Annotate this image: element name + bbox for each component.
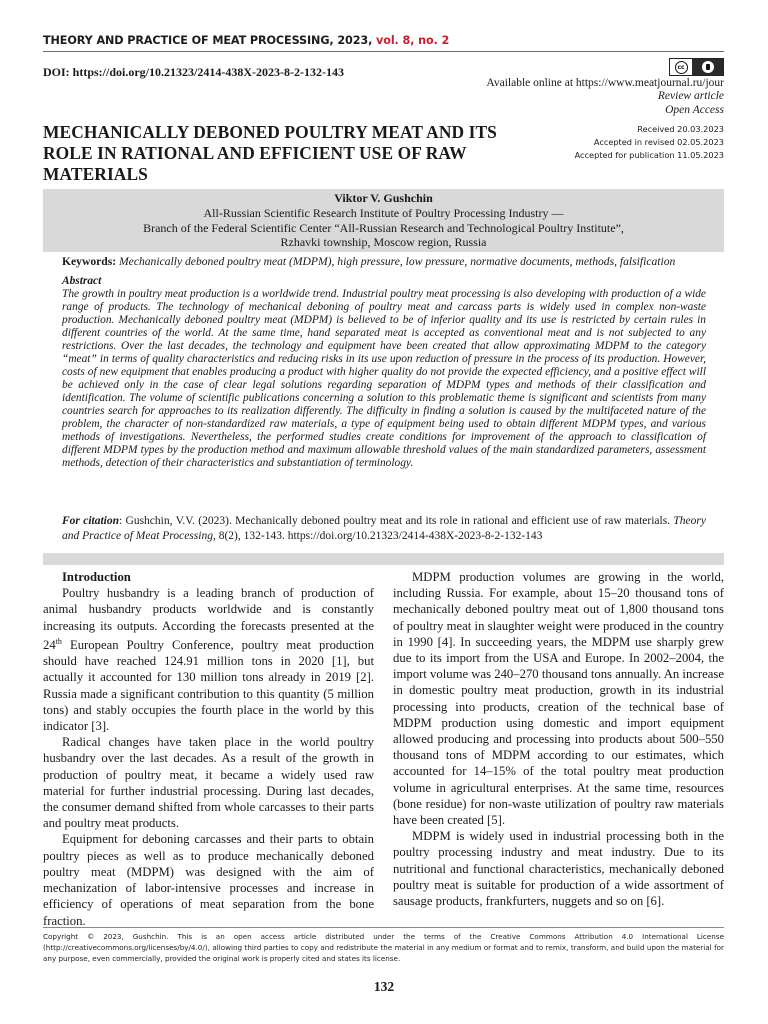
keywords-label: Keywords: (62, 255, 117, 268)
journal-header (43, 34, 449, 47)
header-divider (43, 51, 724, 52)
date-revised: Accepted in revised 02.05.2023 (593, 137, 724, 147)
introduction-heading: Introduction (62, 570, 131, 584)
body-paragraph: MDPM is widely used in industrial processing both in the poultry processing industry and meat industry. Due to its nutritional and functional characteristics, mechanically deboned poultry meat is suitable for production of a wide assortment of sausage products, frankfurters, nuggets and so on [6]. (393, 829, 724, 909)
citation-journal: Theory and Practice of Meat Processing (62, 515, 706, 542)
copyright-notice: Copyright © 2023, Gushchin. This is an open access article distributed under the terms of the Creative Commons Attribution 4.0 International License (http://creativecommons.org/licenses/by/4.0/), allowing third parties to copy and redistribute the material in any medium or format and to remix, transform, and build upon the material for any purpose, even commercially, provided the original work is properly cited and states its license. (43, 932, 724, 963)
available-online[interactable]: Available online at https://www.meatjournal.ru/jour (486, 77, 724, 89)
citation-text-1: : Gushchin, V.V. (2023). Mechanically deboned poultry meat and its role in rational and efficient use of raw materials. (119, 515, 674, 527)
author-affiliation-2: Branch of the Federal Scientific Center “All-Russian Research and Technological Poultry Institute”, (143, 220, 624, 235)
author-affiliation-1: All-Russian Scientific Research Institute of Poultry Processing Industry — (203, 205, 564, 220)
cc-icon: cc (675, 61, 688, 74)
doi-link[interactable]: DOI: https://doi.org/10.21323/2414-438X-2023-8-2-132-143 (43, 65, 344, 79)
cc-by-icon (702, 61, 714, 73)
author-name: Viktor V. Gushchin (334, 191, 433, 205)
footer-divider (43, 927, 724, 928)
section-separator (43, 553, 724, 565)
keywords-text: Mechanically deboned poultry meat (MDPM), high pressure, low pressure, normative documents, methods, falsification (119, 255, 676, 268)
keywords (62, 255, 724, 269)
abstract (62, 275, 706, 470)
author-block (43, 189, 724, 252)
abstract-heading: Abstract (62, 275, 102, 287)
citation-text-2[interactable]: , 8(2), 132-143. https://doi.org/10.21323/2414-438X-2023-8-2-132-143 (212, 529, 543, 542)
date-accepted: Accepted for publication 11.05.2023 (574, 150, 724, 160)
body-paragraph: MDPM production volumes are growing in the world, including Russia. For example, about 15–20 thousand tons of mechanically deboned poultry meat out of 1,800 thousand tons of poultry meat in slaughter weight were produced in the country in 1990 [4]. In succeeding years, the MDPM use sharply grew due to its import from the USA and Europe. In 2002–2004, the import volume was 240–270 thousand tons annually. An increase in domestic poultry meat production, growth in its industrial processing into products, creation of the technical base of MDPM production using domestic and import equipment allowed producing and processing into products about 500–550 thousand tons of MDPM according to our estimates, which accounted for 14–15% of the total poultry meat production volume in agricultural enterprises. At the same time, resources (bone residue) for non-waste utilization of poultry raw materials have been created [5]. (393, 570, 724, 828)
article-title: MECHANICALLY DEBONED POULTRY MEAT AND ITS ROLE IN RATIONAL AND EFFICIENT USE OF RAW MATERIALS (43, 122, 497, 184)
body-column-right (393, 569, 724, 909)
abstract-text: The growth in poultry meat production is a worldwide trend. Industrial poultry meat processing is also developing with production of a wide range of products. The technology of mechanical deboning of poultry meat and carcass parts is widely used in complex non-waste production. Mechanically deboned poultry meat (MDPM) is believed to be of inferior quality and its use is restricted by certain rules in different countries of the world. At the same time, hand separated meat is accepted as conventional meat and is not subjected to any restrictions. Over the last decades, the technology and equipment have been created that allow approximating MDPM to the category “meat” in terms of quality characteristics and reducing risks in its use upon reduction of pressure in the process of its production. However, costs of new equipment that enables producing a product with higher quality do not provide the expected efficiency, and a positive effect will be achieved only in the case of clear legal solutions regarding separation of MDPM types and methods of their classification and identification. The volume of scientific publications concerning a solution to this problematic theme is significant and scientists from many countries search for approaches to its realization differently. The difficulty in finding a solution is caused by the multifaceted nature of the problem, the character of non-standardized raw materials, a type of equipment being used to obtain different MDPM types, and various methods of investigations. Nevertheless, the performed studies create conditions for improvement of the approach to classification of different MDPM types by the production method and maximum allowable threshold values of the main standardized parameters, assessment methods, detection of their characteristics and substantiation of terminology. (62, 288, 706, 469)
access-type: Open Access (665, 104, 724, 116)
article-dates (575, 123, 724, 162)
page-number: 132 (373, 979, 395, 994)
citation-label: For citation (62, 515, 119, 527)
body-paragraph: Radical changes have taken place in the world poultry husbandry over the last decades. As a result of the growth in production of poultry meat, it became a widely used raw material for further industrial processing. During last decades, the consumer demand shifted from whole carcasses to their parts and poultry meat products. (43, 735, 374, 831)
journal-title: THEORY AND PRACTICE OF MEAT PROCESSING, 2023, (43, 34, 377, 47)
author-affiliation-3: Rzhavki township, Moscow region, Russia (280, 235, 487, 250)
body-paragraph: Poultry husbandry is a leading branch of production of animal husbandry products worldwide and is constantly increasing its outputs. According the forecasts presented at the 24th European Poultry Conference, poultry meat production should have reached 124.91 million tons in 2020 [1], but actually it accounted for 130 million tons already in 2019 [2]. Russia made a significant contribution to this quantity (5 million tons) and stably occupies the fourth place in the world by this indicator [3]. (43, 586, 374, 734)
journal-volume: vol. 8, no. 2 (376, 34, 450, 47)
body-paragraph: Equipment for deboning carcasses and their parts to obtain poultry pieces as well as to produce mechanically deboned poultry meat (MDPM) was designed with the aim of mechanization of labor-intensive processes and increase in efficiency of operations of meat separation from the bone fraction. (43, 832, 374, 928)
body-column-left (43, 569, 374, 929)
citation (62, 514, 706, 543)
cc-by-license-badge[interactable] (669, 58, 724, 76)
date-received: Received 20.03.2023 (637, 124, 724, 134)
article-type: Review article (657, 90, 724, 102)
